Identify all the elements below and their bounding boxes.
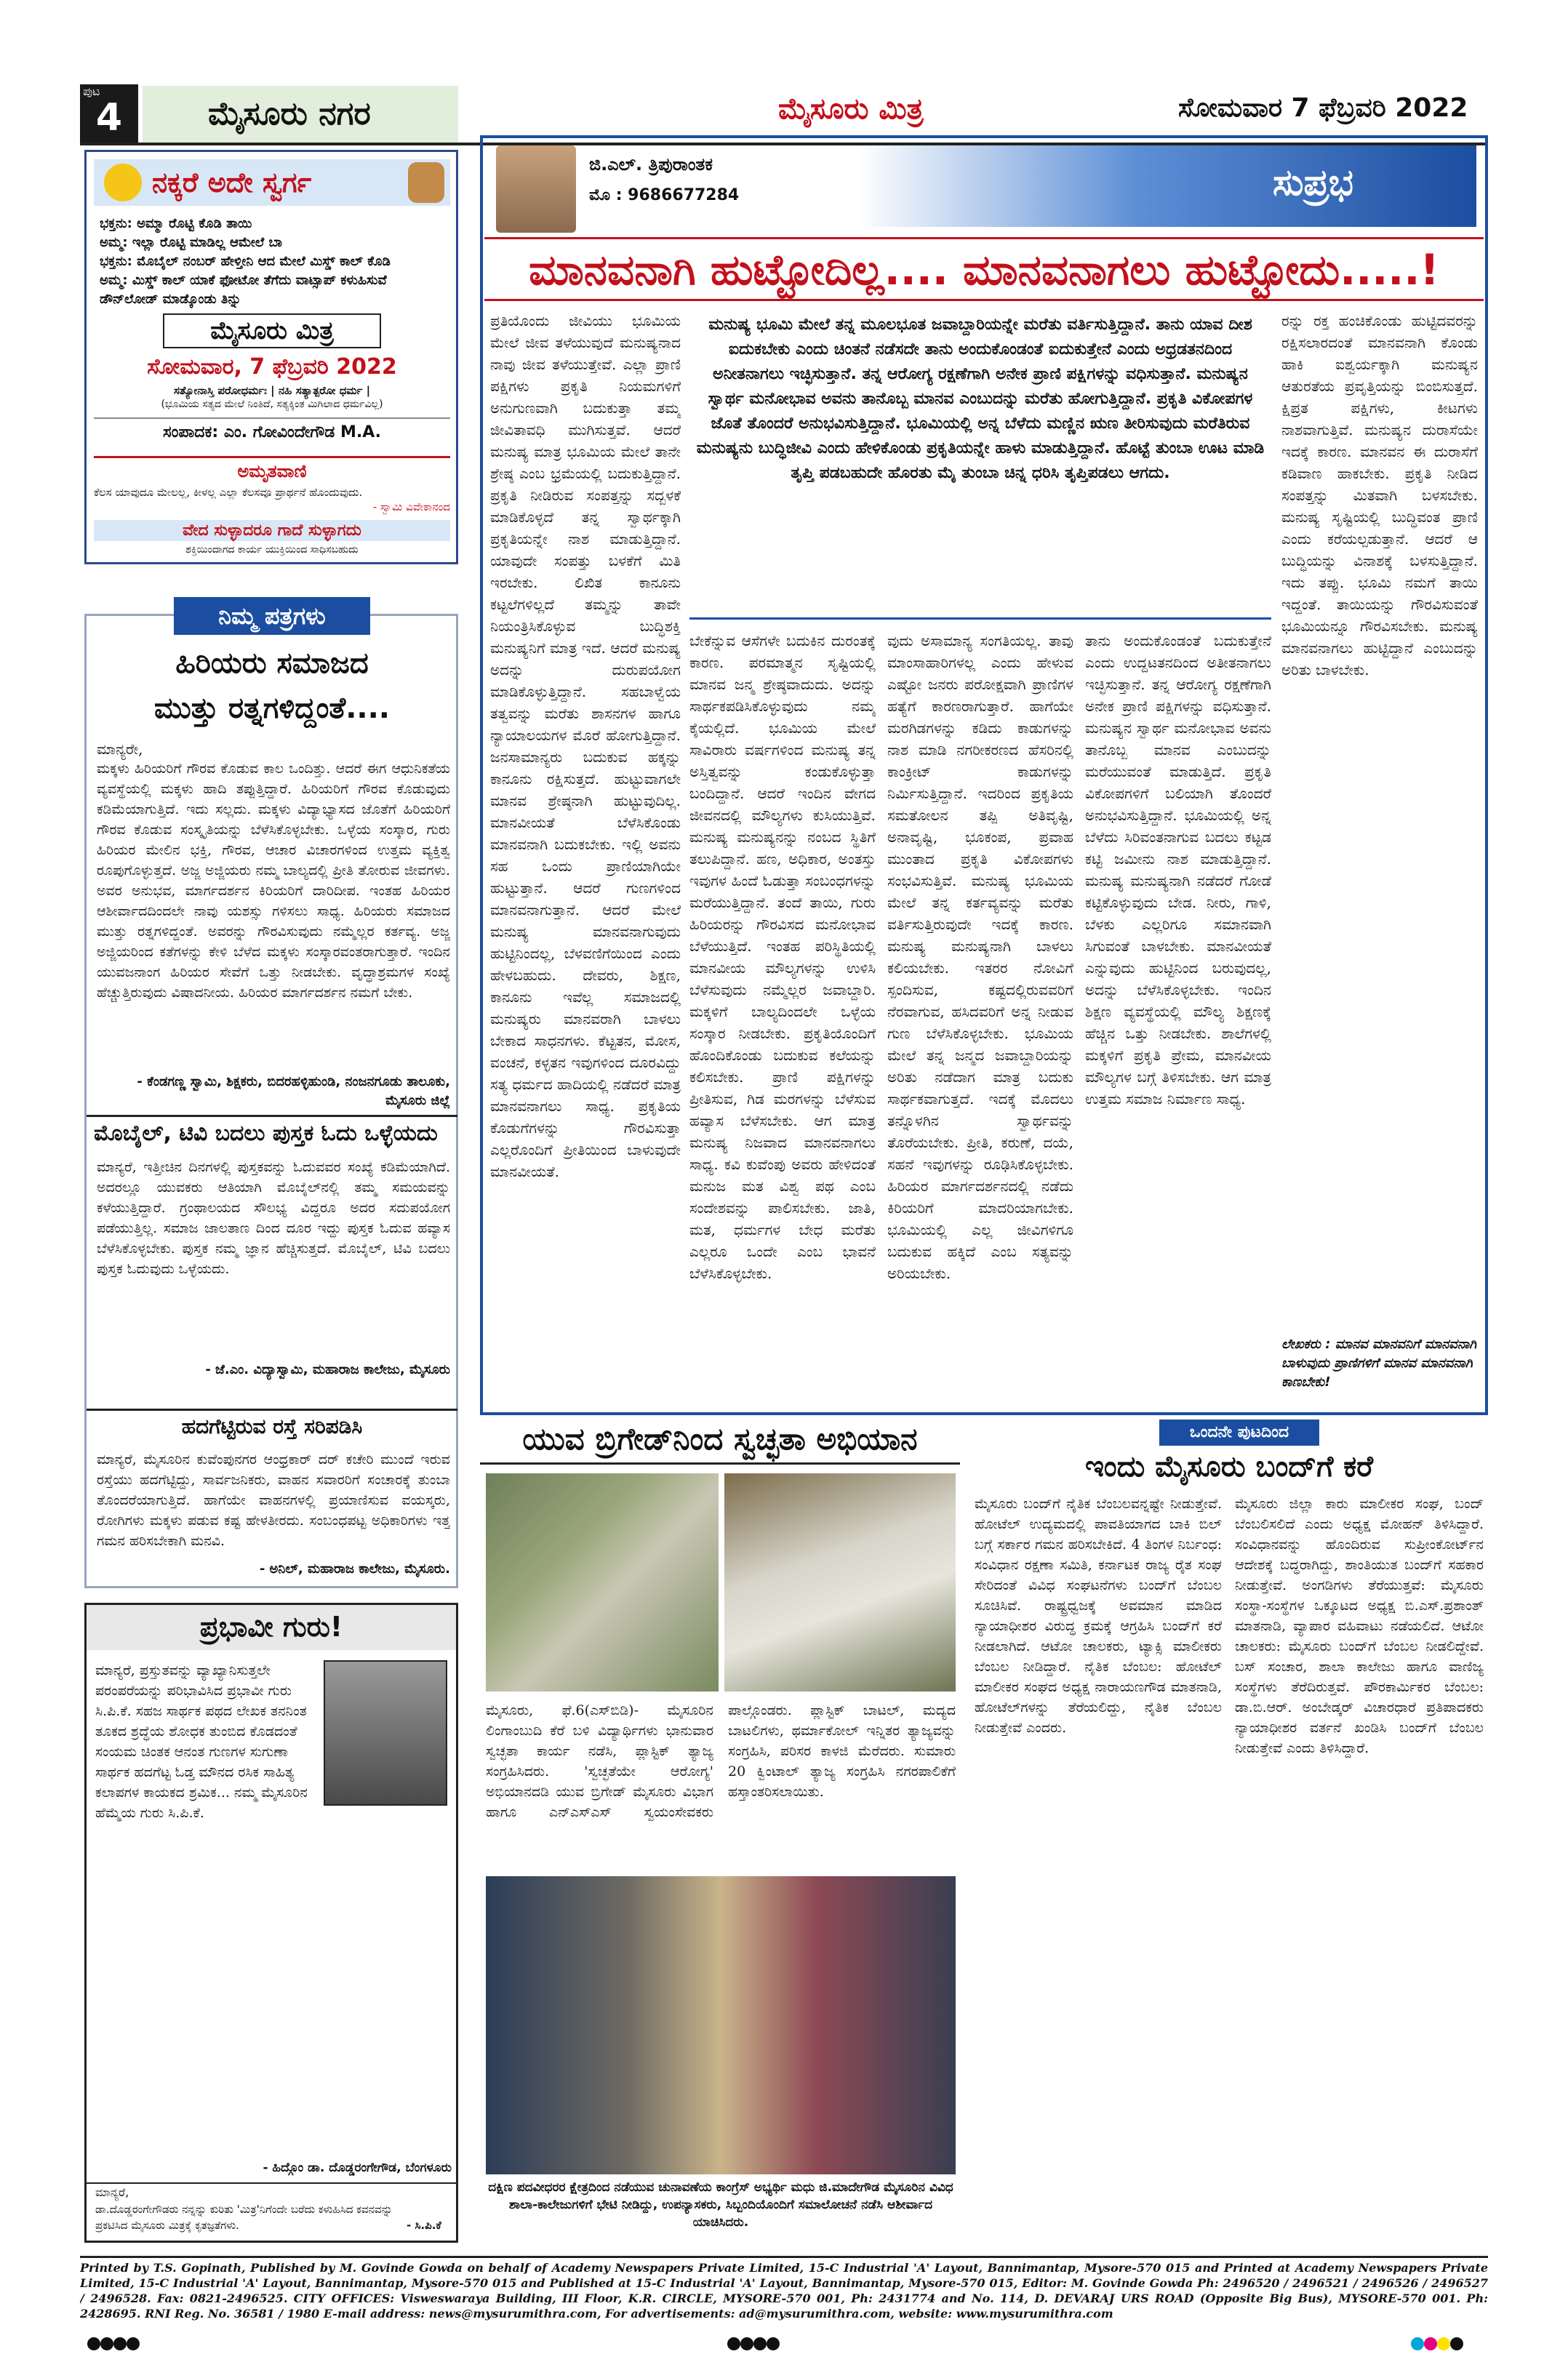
masthead-box-tagline2: (ಭೂಮಿಯ ಸತ್ಯದ ಮೇಲೆ ನಿಂತಿದೆ, ಸತ್ಯಕ್ಕಿಂತ ಮಿಗಿಲಾದ ಧರ್ಮವಿಲ್ಲ) xyxy=(161,399,383,410)
road-headline: ಹದಗೆಟ್ಟಿರುವ ರಸ್ತೆ ಸರಿಪಡಿಸಿ xyxy=(181,1414,363,1438)
column-body-col2: ಬೇಕೆನ್ನುವ ಆಸೆಗಳೇ ಬದುಕಿನ ದುರಂತಕ್ಕೆ ಕಾರಣ. ಪರಮಾತ್ಮನ ಸೃಷ್ಟಿಯಲ್ಲಿ ಮಾನವ ಜನ್ಮ ಶ್ರೇಷ್ಠವಾದುದು. ಅದನ್ನು ಸಾರ್ಥಕಪಡಿಸಿಕೊಳ್ಳುವುದು ನಮ್ಮ ಕೈಯಲ್ಲಿದೆ. ಭೂಮಿಯ ಮೇಲೆ ಸಾವಿರಾರು ವರ್ಷಗಳಿಂದ ಮನುಷ್ಯ ತನ್ನ ಅಸ್ತಿತ್ವವನ್ನು ಕಂಡುಕೊಳ್ಳುತ್ತಾ ಬಂದಿದ್ದಾನೆ. ಆದರೆ ಇಂದಿನ ವೇಗದ ಜೀವನದಲ್ಲಿ ಮೌಲ್ಯಗಳು ಕುಸಿಯುತ್ತಿವೆ. ಮನುಷ್ಯ ಮನುಷ್ಯನನ್ನು ನಂಬದ ಸ್ಥಿತಿಗೆ ತಲುಪಿದ್ದಾನೆ. ಹಣ, ಅಧಿಕಾರ, ಅಂತಸ್ತು ಇವುಗಳ ಹಿಂದೆ ಓಡುತ್ತಾ ಸಂಬಂಧಗಳನ್ನು ಮರೆಯುತ್ತಿದ್ದಾನೆ. ತಂದೆ ತಾಯಿ, ಗುರು ಹಿರಿಯರನ್ನು ಗೌರವಿಸದ ಮನೋಭಾವ ಬೆಳೆಯುತ್ತಿದೆ. ಇಂತಹ ಪರಿಸ್ಥಿತಿಯಲ್ಲಿ ಮಾನವೀಯ ಮೌಲ್ಯಗಳನ್ನು ಉಳಿಸಿ ಬೆಳೆಸುವುದು ನಮ್ಮೆಲ್ಲರ ಜವಾಬ್ದಾರಿ. ಮಕ್ಕಳಿಗೆ ಬಾಲ್ಯದಿಂದಲೇ ಒಳ್ಳೆಯ ಸಂಸ್ಕಾರ ನೀಡಬೇಕು. ಪ್ರಕೃತಿಯೊಂದಿಗೆ ಹೊಂದಿಕೊಂಡು ಬದುಕುವ ಕಲೆಯನ್ನು ಕಲಿಸಬೇಕು. ಪ್ರಾಣಿ ಪಕ್ಷಿಗಳನ್ನು ಪ್ರೀತಿಸುವ, ಗಿಡ ಮರಗಳನ್ನು ಬೆಳೆಸುವ ಹವ್ಯಾಸ ಬೆಳೆಸಬೇಕು. ಆಗ ಮಾತ್ರ ಮನುಷ್ಯ ನಿಜವಾದ ಮಾನವನಾಗಲು ಸಾಧ್ಯ. ಕವಿ ಕುವೆಂಪು ಅವರು ಹೇಳಿದಂತೆ ಮನುಜ ಮತ ವಿಶ್ವ ಪಥ ಎಂಬ ಸಂದೇಶವನ್ನು ಪಾಲಿಸಬೇಕು. ಜಾತಿ, ಮತ, ಧರ್ಮಗಳ ಬೇಧ ಮರೆತು ಎಲ್ಲರೂ ಒಂದೇ ಎಂಬ ಭಾವನೆ ಬೆಳೆಸಿಕೊಳ್ಳಬೇಕು. xyxy=(689,632,876,1282)
youth-body: ಮೈಸೂರು, ಫೆ.6(ಎಸ್‌ಬಿಡಿ)- ಮೈಸೂರಿನ ಲಿಂಗಾಂಬುದಿ ಕೆರೆ ಬಳಿ ವಿದ್ಯಾರ್ಥಿಗಳು ಭಾನುವಾರ ಸ್ವಚ್ಛತಾ ಕಾರ್ಯ ನಡೆಸಿ, ಪ್ಲಾಸ್ಟಿಕ್ ತ್ಯಾಜ್ಯ ಸಂಗ್ರಹಿಸಿದರು. 'ಸ್ವಚ್ಛತೆಯೇ ಆರೋಗ್ಯ' ಅಭಿಯಾನದಡಿ ಯುವ ಬ್ರಿಗೇಡ್ ಮೈಸೂರು ವಿಭಾಗ ಹಾಗೂ ಎನ್‌ಎಸ್‌ಎಸ್ ಸ್ವಯಂಸೇವಕರು ಪಾಲ್ಗೊಂಡರು. ಪ್ಲಾಸ್ಟಿಕ್ ಬಾಟಲ್, ಮದ್ಯದ ಬಾಟಲಿಗಳು, ಥರ್ಮಾಕೋಲ್ ಇನ್ನಿತರ ತ್ಯಾಜ್ಯವನ್ನು ಸಂಗ್ರಹಿಸಿ, ಪರಿಸರ ಕಾಳಜಿ ಮೆರೆದರು. ಸುಮಾರು 20 ಕ್ವಿಂಟಾಲ್ ತ್ಯಾಜ್ಯ ಸಂಗ್ರಹಿಸಿ ನಗರಪಾಲಿಕೆಗೆ ಹಸ್ತಾಂತರಿಸಲಾಯಿತು. xyxy=(486,1702,956,1820)
letters-salutation: ಮಾನ್ಯರೇ, xyxy=(97,740,143,758)
masthead-box-editor: ಸಂಪಾದಕ: ಎಂ. ಗೋವಿಂದೇಗೌಡ M.A. xyxy=(94,417,450,441)
column-pullquote: ಮನುಷ್ಯ ಭೂಮಿ ಮೇಲೆ ತನ್ನ ಮೂಲಭೂತ ಜವಾಬ್ದಾರಿಯನ್ನೇ ಮರೆತು ವರ್ತಿಸುತ್ತಿದ್ದಾನೆ. ತಾನು ಯಾವ ದೀಶ ಐದುಕಬೇಕು ಎಂದು ಚಿಂತನೆ ನಡೆಸದೇ ತಾನು ಅಂದುಕೊಂಡಂತೆ ಐದುಕುತ್ತೇನೆ ಎಂದು ಅಧ್ರಡತನದಿಂದ ಅನೀತನಾಗಲು ಇಚ್ಛಿಸುತ್ತಾನೆ. ತನ್ನ ಆರೋಗ್ಯ ರಕ್ಷಣೆಗಾಗಿ ಅನೇಕ ಪ್ರಾಣಿ ಪಕ್ಷಿಗಳನ್ನು ವಧಿಸುತ್ತಾನೆ. ಮನುಷ್ಯನ ಸ್ವಾರ್ಥ ಮನೋಭಾವ ಅವನು ತಾನೊಬ್ಬ ಮಾನವ ಎಂಬುದನ್ನು ಮರೆತು ಹೋಗುತ್ತಿದ್ದಾನೆ. ಪ್ರಕೃತಿ ವಿಕೋಪಗಳ ಜೊತೆ ತೊಂದರೆ ಅನುಭವಿಸುತ್ತಿದ್ದಾನೆ. ಭೂಮಿಯಲ್ಲಿ ಅನ್ನ ಬೆಳೆದು ಮಣ್ಣಿನ ಋಣ ತೀರಿಸುವುದು ಮರೆತಿರುವ ಮನುಷ್ಯನು ಬುದ್ಧಿಜೀವಿ ಎಂದು ಹೇಳಿಕೊಂಡು ಪ್ರಕೃತಿಯನ್ನೇ ಹಾಳು ಮಾಡುತ್ತಿದ್ದಾನೆ. ಹೊಟ್ಟೆ ತುಂಬಾ ಊಟ ಮಾಡಿ ತೃಪ್ತಿ ಪಡಬಹುದೇ ಹೊರತು ಮೈ ತುಂಬಾ ಚಿನ್ನ ಧರಿಸಿ ತೃಪ್ತಿಪಡಲು ಆಗದು. xyxy=(696,316,1265,482)
joke-title-banner xyxy=(94,159,450,206)
letters-headline1: ಹಿರಿಯರು ಸಮಾಜದ xyxy=(175,646,369,680)
letters-signature1: - ಕೆಂಡಗಣ್ಣ ಸ್ವಾಮಿ, ಶಿಕ್ಷಕರು, ಬಿದರಹಳ್ಳಿಹುಂಡಿ, ನಂಜನಗೂಡು ತಾಲೂಕು, ಮೈಸೂರು ಜಿಲ್ಲೆ xyxy=(137,1074,450,1108)
page-number: 4 xyxy=(95,96,123,140)
youth-headline: ಯುವ ಬ್ರಿಗೇಡ್‌ನಿಂದ ಸ್ವಚ್ಛತಾ ಅಭಿಯಾನ xyxy=(480,1421,960,1465)
header-date: ಸೋಮವಾರ 7 ಫೆಬ್ರವರಿ 2022 xyxy=(1178,93,1468,123)
joke-line: ಭಕ್ತನು: ಮೊಬೈಲ್ ನಂಬರ್ ಹೇಳ್ತೀನಿ ಆದ ಮೇಲೆ ಮಿಸ್ಡ್ ಕಾಲ್ ಕೊಡಿ xyxy=(100,254,391,269)
masthead-box-tagline: ಸತ್ಯೋನಾಸ್ತಿ ಪರೋಧರ್ಮಃ | ನಹಿ ಸತ್ಯಾತ್ಪರೋ ಧರ್ಮ | xyxy=(173,384,371,397)
bandh-article xyxy=(970,1418,1488,2254)
guru-divider xyxy=(87,2182,456,2184)
masthead-box-date: ಸೋಮವಾರ, 7 ಫೆಬ್ರವರಿ 2022 xyxy=(147,354,397,380)
column-body-col3: ವುದು ಅಸಾಮಾನ್ಯ ಸಂಗತಿಯಲ್ಲ. ತಾವು ಮಾಂಸಾಹಾರಿಗಳಲ್ಲ ಎಂದು ಹೇಳುವ ಎಷ್ಟೋ ಜನರು ಪರೋಕ್ಷವಾಗಿ ಪ್ರಾಣಿಗಳ ಹತ್ಯೆಗೆ ಕಾರಣರಾಗುತ್ತಾರೆ. ಹಾಗೆಯೇ ಮರಗಿಡಗಳನ್ನು ಕಡಿದು ಕಾಡುಗಳನ್ನು ನಾಶ ಮಾಡಿ ನಗರೀಕರಣದ ಹೆಸರಿನಲ್ಲಿ ಕಾಂಕ್ರೀಟ್ ಕಾಡುಗಳನ್ನು ನಿರ್ಮಿಸುತ್ತಿದ್ದಾನೆ. ಇದರಿಂದ ಪ್ರಕೃತಿಯ ಸಮತೋಲನ ತಪ್ಪಿ ಅತಿವೃಷ್ಟಿ, ಅನಾವೃಷ್ಟಿ, ಭೂಕಂಪ, ಪ್ರವಾಹ ಮುಂತಾದ ಪ್ರಕೃತಿ ವಿಕೋಪಗಳು ಸಂಭವಿಸುತ್ತಿವೆ. ಮನುಷ್ಯ ಭೂಮಿಯ ಮೇಲೆ ತನ್ನ ಕರ್ತವ್ಯವನ್ನು ಮರೆತು ವರ್ತಿಸುತ್ತಿರುವುದೇ ಇದಕ್ಕೆ ಕಾರಣ. ಮನುಷ್ಯ ಮನುಷ್ಯನಾಗಿ ಬಾಳಲು ಕಲಿಯಬೇಕು. ಇತರರ ನೋವಿಗೆ ಸ್ಪಂದಿಸುವ, ಕಷ್ಟದಲ್ಲಿರುವವರಿಗೆ ನೆರವಾಗುವ, ಹಸಿದವರಿಗೆ ಅನ್ನ ನೀಡುವ ಗುಣ ಬೆಳೆಸಿಕೊಳ್ಳಬೇಕು. ಭೂಮಿಯ ಮೇಲೆ ತನ್ನ ಜನ್ಮದ ಜವಾಬ್ದಾರಿಯನ್ನು ಅರಿತು ನಡೆದಾಗ ಮಾತ್ರ ಬದುಕು ಸಾರ್ಥಕವಾಗುತ್ತದೆ. ಇದಕ್ಕೆ ಮೊದಲು ತನ್ನೊಳಗಿನ ಸ್ವಾರ್ಥವನ್ನು ತೊರೆಯಬೇಕು. ಪ್ರೀತಿ, ಕರುಣೆ, ದಯೆ, ಸಹನೆ ಇವುಗಳನ್ನು ರೂಢಿಸಿಕೊಳ್ಳಬೇಕು. ಹಿರಿಯರ ಮಾರ್ಗದರ್ಶನದಲ್ಲಿ ನಡೆದು ಕಿರಿಯರಿಗೆ ಮಾದರಿಯಾಗಬೇಕು. ಭೂಮಿಯಲ್ಲಿ ಎಲ್ಲ ಜೀವಿಗಳಿಗೂ ಬದುಕುವ ಹಕ್ಕಿದೆ ಎಂಬ ಸತ್ಯವನ್ನು ಅರಿಯಬೇಕು. xyxy=(887,632,1073,1282)
column-phone: ಮೊ : 9686677284 xyxy=(589,186,740,204)
column-body-col1: ಪ್ರತಿಯೊಂದು ಜೀವಿಯು ಭೂಮಿಯ ಮೇಲೆ ಜೀವ ತಳೆಯುವುದೆ ಮನುಷ್ಯನಾದ ನಾವು ಜೀವ ತಳೆಯುತ್ತೇವೆ. ಎಲ್ಲಾ ಪ್ರಾಣಿ ಪಕ್ಷಿಗಳು ಪ್ರಕೃತಿ ನಿಯಮಗಳಿಗೆ ಅನುಗುಣವಾಗಿ ಬದುಕುತ್ತಾ ತಮ್ಮ ಜೀವಿತಾವಧಿ ಮುಗಿಸುತ್ತವೆ. ಆದರೆ ಮನುಷ್ಯ ಮಾತ್ರ ಭೂಮಿಯ ಮೇಲೆ ತಾನೇ ಶ್ರೇಷ್ಠ ಎಂಬ ಭ್ರಮೆಯಲ್ಲಿ ಬದುಕುತ್ತಿದ್ದಾನೆ. ಪ್ರಕೃತಿ ನೀಡಿರುವ ಸಂಪತ್ತನ್ನು ಸದ್ಬಳಕೆ ಮಾಡಿಕೊಳ್ಳದೆ ತನ್ನ ಸ್ವಾರ್ಥಕ್ಕಾಗಿ ಪ್ರಕೃತಿಯನ್ನೇ ನಾಶ ಮಾಡುತ್ತಿದ್ದಾನೆ. ಯಾವುದೇ ಸಂಪತ್ತು ಬಳಕೆಗೆ ಮಿತಿ ಇರಬೇಕು. ಲಿಖಿತ ಕಾನೂನು ಕಟ್ಟಲೆಗಳಿಲ್ಲದೆ ತಮ್ಮನ್ನು ತಾವೇ ನಿಯಂತ್ರಿಸಿಕೊಳ್ಳುವ ಬುದ್ಧಿಶಕ್ತಿ ಮನುಷ್ಯನಿಗೆ ಮಾತ್ರ ಇದೆ. ಆದರೆ ಮನುಷ್ಯ ಅದನ್ನು ದುರುಪಯೋಗ ಮಾಡಿಕೊಳ್ಳುತ್ತಿದ್ದಾನೆ. ಸಹಬಾಳ್ವೆಯ ತತ್ವವನ್ನು ಮರೆತು ಶಾಸನಗಳ ಹಾಗೂ ನ್ಯಾಯಾಲಯಗಳ ಮೊರೆ ಹೋಗುತ್ತಿದ್ದಾನೆ. ಜನಸಾಮಾನ್ಯರು ಬದುಕುವ ಹಕ್ಕನ್ನು ಕಾನೂನು ರಕ್ಷಿಸುತ್ತದೆ. ಹುಟ್ಟುವಾಗಲೇ ಮಾನವ ಶ್ರೇಷ್ಠನಾಗಿ ಹುಟ್ಟುವುದಿಲ್ಲ. ಮಾನವೀಯತೆ ಬೆಳೆಸಿಕೊಂಡು ಮಾನವನಾಗಿ ಬದುಕಬೇಕು. ಇಲ್ಲಿ ಅವನು ಸಹ ಒಂದು ಪ್ರಾಣಿಯಾಗಿಯೇ ಹುಟ್ಟುತ್ತಾನೆ. ಆದರೆ ಗುಣಗಳಿಂದ ಮಾನವನಾಗುತ್ತಾನೆ. ಆದರೆ ಮೇಲೆ ಮನುಷ್ಯ ಮಾನವನಾಗುವುದು ಹುಟ್ಟಿನಿಂದಲ್ಲ, ಬೆಳವಣಿಗೆಯಿಂದ ಎಂದು ಹೇಳಬಹುದು. ದೇವರು, ಶಿಕ್ಷಣ, ಕಾನೂನು ಇವೆಲ್ಲ ಸಮಾಜದಲ್ಲಿ ಮನುಷ್ಯರು ಮಾನವರಾಗಿ ಬಾಳಲು ಬೇಕಾದ ಸಾಧನಗಳು. ಕೆಟ್ಟತನ, ಮೋಸ, ವಂಚನೆ, ಕಳ್ಳತನ ಇವುಗಳಿಂದ ದೂರವಿದ್ದು ಸತ್ಯ ಧರ್ಮದ ಹಾದಿಯಲ್ಲಿ ನಡೆದರೆ ಮಾತ್ರ ಮಾನವನಾಗಲು ಸಾಧ್ಯ. ಪ್ರಕೃತಿಯ ಕೊಡುಗೆಗಳನ್ನು ಗೌರವಿಸುತ್ತಾ ಎಲ್ಲರೊಂದಿಗೆ ಪ್ರೀತಿಯಿಂದ ಬಾಳುವುದೇ ಮಾನವೀಯತೆ. xyxy=(490,312,681,1180)
cleanup-photo-left xyxy=(486,1473,719,1692)
column-author: ಜಿ.ಎಲ್. ತ್ರಿಪುರಾಂತಕ xyxy=(589,154,713,175)
guru-note-sign: - ಸಿ.ಪಿ.ಕೆ xyxy=(407,2219,441,2232)
masthead-box xyxy=(94,313,450,441)
vedaverse-title: ವೇದ ಸುಳ್ಳಾದರೂ ಗಾದೆ ಸುಳ್ಳಾಗದು xyxy=(94,520,450,541)
cleanup-photo-right xyxy=(724,1473,956,1692)
guru-box xyxy=(84,1603,458,2243)
section-name: ಮೈಸೂರು ನಗರ xyxy=(143,86,458,143)
column-name-banner xyxy=(858,145,1476,227)
registration-dots-left xyxy=(87,2337,160,2352)
visit-caption: ದಕ್ಷಿಣ ಪದವೀಧರರ ಕ್ಷೇತ್ರದಿಂದ ನಡೆಯುವ ಚುನಾವಣೆಯ ಕಾಂಗ್ರೆಸ್ ಅಭ್ಯರ್ಥಿ ಮಧು ಜಿ.ಮಾದೇಗೌಡ ಮೈಸೂರಿನ ವಿವಿಧ ಶಾಲಾ-ಕಾಲೇಜುಗಳಿಗೆ ಭೇಟಿ ನೀಡಿದ್ದು, ಉಪನ್ಯಾಸಕರು, ಸಿಬ್ಬಂದಿಯೊಂದಿಗೆ ಸಮಾಲೋಚನೆ ನಡೆಸಿ ಆಶೀರ್ವಾದ ಯಾಚಿಸಿದರು. xyxy=(488,2180,953,2230)
bandh-body-b: ಮೈಸೂರು ಜಿಲ್ಲಾ ಕಾರು ಮಾಲೀಕರ ಸಂಘ, ಬಂದ್ ಬೆಂಬಲಿಸಲಿದೆ ಎಂದು ಅಧ್ಯಕ್ಷ ಮೋಹನ್ ತಿಳಿಸಿದ್ದಾರೆ. ಸಂವಿಧಾನವನ್ನು ಹೊಂದಿರುವ ಸುಪ್ರೀಂಕೋರ್ಟ್‌ನ ಆದೇಶಕ್ಕೆ ಬದ್ಧರಾಗಿದ್ದು, ಶಾಂತಿಯುತ ಬಂದ್‌ಗೆ ಸಹಕಾರ ನೀಡುತ್ತೇವೆ. ಅಂಗಡಿಗಳು ತೆರೆಯುತ್ತವೆ: ಮೈಸೂರು ಸಂಸ್ಥಾ-ಸಂಸ್ಥೆಗಳ ಒಕ್ಕೂಟದ ಅಧ್ಯಕ್ಷ ಬಿ.ಎಸ್.ಪ್ರಶಾಂತ್ ಮಾತನಾಡಿ, ವ್ಯಾಪಾರ ವಹಿವಾಟು ನಡೆಯಲಿದೆ. ಆಟೋ ಚಾಲಕರು: ಮೈಸೂರು ಬಂದ್‌ಗೆ ಬೆಂಬಲ ನೀಡಲಿದ್ದೇವೆ. ಬಸ್ ಸಂಚಾರ, ಶಾಲಾ ಕಾಲೇಜು ಹಾಗೂ ವಾಣಿಜ್ಯ ಸಂಸ್ಥೆಗಳು ತೆರೆದಿರುತ್ತವೆ. ಪೌರಕಾರ್ಮಿಕರ ಬೆಂಬಲ: ಡಾ.ಬಿ.ಆರ್. ಅಂಬೇಡ್ಕರ್ ವಿಚಾರಧಾರೆ ಪ್ರತಿಪಾದಕರು ನ್ಯಾಯಾಧೀಶರ ವರ್ತನೆ ಖಂಡಿಸಿ ಬಂದ್‌ಗೆ ಬೆಂಬಲ ನೀಡುತ್ತೇವೆ ಎಂದು ತಿಳಿಸಿದ್ದಾರೆ. xyxy=(1235,1496,1484,1756)
guru-portrait xyxy=(324,1660,447,1806)
left-column xyxy=(80,148,465,2254)
letters-body: ಮಕ್ಕಳು ಹಿರಿಯರಿಗೆ ಗೌರವ ಕೊಡುವ ಕಾಲ ಒಂದಿತ್ತು. ಆದರೆ ಈಗ ಆಧುನಿಕತೆಯ ವ್ಯವಸ್ಥೆಯಲ್ಲಿ ಮಕ್ಕಳು ಹಾದಿ ತಪ್ಪುತ್ತಿದ್ದಾರೆ. ಹಿರಿಯರಿಗೆ ಗೌರವ ಕೊಡುವುದು ಕಡಿಮೆಯಾಗುತ್ತಿದೆ. ಇದು ಸಲ್ಲದು. ಮಕ್ಕಳು ವಿದ್ಯಾಭ್ಯಾಸದ ಜೊತೆಗೆ ಹಿರಿಯರಿಗೆ ಗೌರವ ಕೊಡುವ ಸಂಸ್ಕೃತಿಯನ್ನು ಬೆಳೆಸಿಕೊಳ್ಳಬೇಕು. ಒಳ್ಳೆಯ ಸಂಸ್ಕಾರ, ಗುರು ಹಿರಿಯರ ಮೇಲಿನ ಭಕ್ತಿ, ಗೌರವ, ಆಚಾರ ವಿಚಾರಗಳಿಂದ ಉತ್ತಮ ವ್ಯಕ್ತಿತ್ವ ರೂಪುಗೊಳ್ಳುತ್ತದೆ. ಅಜ್ಜ ಅಜ್ಜಿಯರು ನಮ್ಮ ಬಾಲ್ಯದಲ್ಲಿ ಪ್ರೀತಿ ತೋರುವ ಜೀವಗಳು. ಅವರ ಅನುಭವ, ಮಾರ್ಗದರ್ಶನ ಕಿರಿಯರಿಗೆ ದಾರಿದೀಪ. ಇಂತಹ ಹಿರಿಯರ ಆಶೀರ್ವಾದದಿಂದಲೇ ನಾವು ಯಶಸ್ಸು ಗಳಿಸಲು ಸಾಧ್ಯ. ಹಿರಿಯರು ಸಮಾಜದ ಮುತ್ತು ರತ್ನಗಳಿದ್ದಂತೆ. ಅವರನ್ನು ಗೌರವಿಸುವುದು ನಮ್ಮೆಲ್ಲರ ಕರ್ತವ್ಯ. ಅಜ್ಜ ಅಜ್ಜಿಯರಿಂದ ಕತೆಗಳನ್ನು ಕೇಳಿ ಬೆಳೆದ ಮಕ್ಕಳು ಸಂಸ್ಕಾರವಂತರಾಗುತ್ತಾರೆ. ಇಂದಿನ ಯುವಜನಾಂಗ ಹಿರಿಯರ ಸೇವೆಗೆ ಒತ್ತು ನೀಡಬೇಕು. ವೃದ್ಧಾಶ್ರಮಗಳ ಸಂಖ್ಯೆ ಹೆಚ್ಚುತ್ತಿರುವುದು ವಿಷಾದನೀಯ. ಹಿರಿಯರ ಮಾರ್ಗದರ್ಶನ ನಮಗೆ ಬೇಕು. xyxy=(97,761,450,1001)
column-name: ಸುಪ್ರಭ xyxy=(1273,161,1353,204)
registration-dots-right xyxy=(1411,2337,1484,2352)
letters-section xyxy=(84,602,458,1588)
guru-title: ಪ್ರಭಾವೀ ಗುರು! xyxy=(199,1611,343,1643)
registration-dots-center xyxy=(727,2337,800,2352)
letters-signature3: - ಅನಿಲ್, ಮಹಾರಾಜ ಕಾಲೇಜು, ಮೈಸೂರು. xyxy=(259,1561,450,1577)
column-body-col4: ತಾನು ಅಂದುಕೊಂಡಂತೆ ಬದುಕುತ್ತೇನೆ ಎಂದು ಉದ್ದಟತನದಿಂದ ಅತೀತನಾಗಲು ಇಚ್ಛಿಸುತ್ತಾನೆ. ತನ್ನ ಆರೋಗ್ಯ ರಕ್ಷಣೆಗಾಗಿ ಅನೇಕ ಪ್ರಾಣಿ ಪಕ್ಷಿಗಳನ್ನು ವಧಿಸುತ್ತಾನೆ. ಮನುಷ್ಯನ ಸ್ವಾರ್ಥ ಮನೋಭಾವ ಅವನು ತಾನೊಬ್ಬ ಮಾನವ ಎಂಬುದನ್ನು ಮರೆಯುವಂತೆ ಮಾಡುತ್ತಿದೆ. ಪ್ರಕೃತಿ ವಿಕೋಪಗಳಿಗೆ ಬಲಿಯಾಗಿ ತೊಂದರೆ ಅನುಭವಿಸುತ್ತಿದ್ದಾನೆ. ಭೂಮಿಯಲ್ಲಿ ಅನ್ನ ಬೆಳೆದು ಸಿರಿವಂತನಾಗುವ ಬದಲು ಕಟ್ಟಡ ಕಟ್ಟಿ ಜಮೀನು ನಾಶ ಮಾಡುತ್ತಿದ್ದಾನೆ. ಮನುಷ್ಯ ಮನುಷ್ಯನಾಗಿ ನಡೆದರೆ ಗೋಡೆ ಕಟ್ಟಿಕೊಳ್ಳುವುದು ಬೇಡ. ನೀರು, ಗಾಳಿ, ಬೆಳಕು ಎಲ್ಲರಿಗೂ ಸಮಾನವಾಗಿ ಸಿಗುವಂತೆ ಬಾಳಬೇಕು. ಮಾನವೀಯತೆ ಎನ್ನುವುದು ಹುಟ್ಟಿನಿಂದ ಬರುವುದಲ್ಲ, ಅದನ್ನು ಬೆಳೆಸಿಕೊಳ್ಳಬೇಕು. ಇಂದಿನ ಶಿಕ್ಷಣ ವ್ಯವಸ್ಥೆಯಲ್ಲಿ ಮೌಲ್ಯ ಶಿಕ್ಷಣಕ್ಕೆ ಹೆಚ್ಚಿನ ಒತ್ತು ನೀಡಬೇಕು. ಶಾಲೆಗಳಲ್ಲಿ ಮಕ್ಕಳಿಗೆ ಪ್ರಕೃತಿ ಪ್ರೇಮ, ಮಾನವೀಯ ಮೌಲ್ಯಗಳ ಬಗ್ಗೆ ತಿಳಿಸಬೇಕು. ಆಗ ಮಾತ್ರ ಉತ್ತಮ ಸಮಾಜ ನಿರ್ಮಾಣ ಸಾಧ್ಯ. xyxy=(1085,632,1271,1108)
masthead-box-name: ಮೈಸೂರು ಮಿತ್ರ xyxy=(163,313,381,348)
masthead-name: ಮೈಸೂರು ಮಿತ್ರ xyxy=(778,92,924,126)
guru-note: ಡಾ.ದೊಡ್ಡರಂಗೇಗೌಡರು ನನ್ನನ್ನು ಕುರಿತು 'ಮಿತ್ರ'ನಿಗೆಂದೇ ಬರೆದು ಕಳುಹಿಸಿದ ಕವನವನ್ನು ಪ್ರಕಟಿಸಿದ ಮೈಸೂರು ಮಿತ್ರಕ್ಕೆ ಕೃತಜ್ಞತೆಗಳು. xyxy=(95,2203,393,2232)
footer-rule xyxy=(80,2256,1488,2258)
column-footnote: ಲೇಖಕರು : ಮಾನವ ಮಾನವನಿಗೆ ಮಾನವನಾಗಿ ಬಾಳುವುದು ಪ್ರಾಣಿಗಳಿಗೆ ಮಾನವ ಮಾನವನಾಗಿ ಕಾಣಬೇಕು! xyxy=(1281,1337,1477,1390)
joke-title: ನಕ್ಕರೆ ಅದೇ ಸ್ವರ್ಗ xyxy=(152,167,312,199)
letters-divider xyxy=(87,1409,457,1411)
joke-line: ಅಮ್ಮ: ಇಲ್ಲಾ ರೊಟ್ಟಿ ಮಾಡಿಲ್ಲ ಆಮೇಲೆ ಬಾ xyxy=(100,235,283,250)
letters-signature2: - ಜೆ.ಎಂ. ವಿದ್ಯಾಸ್ವಾಮಿ, ಮಹಾರಾಜ ಕಾಲೇಜು, ಮೈಸೂರು xyxy=(205,1362,450,1377)
joke-line: ಅಮ್ಮ: ಮಿಸ್ಡ್ ಕಾಲ್ ಯಾಕೆ ಫೋಟೋ ತೆಗೆದು ವಾಟ್ಸಾಪ್ ಕಳುಹಿಸುವೆ ಡೌನ್‌ಲೋಡ್ ಮಾಡ್ಕೊಂಡು ತಿನ್ನು xyxy=(100,273,387,307)
imprint: Printed by T.S. Gopinath, Published by M. Govinde Gowda on behalf of Academy Newspapers Private Limited, 15-C Industrial 'A' Layout, Bannimantap, Mysore-570 015 and Printed at Academy Newspapers Private Limited, 15-C Industrial 'A' Layout, Bannimantap, Mysore-570 015 and Published at 15-C Industrial 'A' Layout, Bannimantap, Mysore-570 015, Editor: M. Govinde Gowda Ph: 2496520 / 2496521 / 2496526 / 2496527 / 2496528. Fax: 0821-2496525. CITY OFFICES: Visweswaraya Building, III Floor, K.R. CIRCLE, MYSORE-570 001, Ph: 2431774 and No. 114, D. DEVARAJ URS ROAD (Opposite Big Bus), MYSORE-570 001. Ph: 2428695. RNI Reg. No. 36581 / 1980 E-mail address: news@mysurumithra.com, For advertisements: ad@mysurumithra.com, website: www.mysurumithra.com xyxy=(80,2261,1488,2321)
tv-body: ಮಾನ್ಯರೆ, ಇತ್ತೀಚಿನ ದಿನಗಳಲ್ಲಿ ಪುಸ್ತಕವನ್ನು ಓದುವವರ ಸಂಖ್ಯೆ ಕಡಿಮೆಯಾಗಿದೆ. ಅದರಲ್ಲೂ ಯುವಕರು ಆತಿಯಾಗಿ ಮೊಬೈಲ್‌ನಲ್ಲಿ ತಮ್ಮ ಸಮಯವನ್ನು ಕಳೆಯುತ್ತಿದ್ದಾರೆ. ಗ್ರಂಥಾಲಯದ ಸೌಲಭ್ಯ ವಿದ್ದರೂ ಅದರ ಸದುಪಯೋಗ ಪಡೆಯುತ್ತಿಲ್ಲ. ಸಮಾಜ ಜಾಲತಾಣ ದಿಂದ ದೂರ ಇದ್ದು ಪುಸ್ತಕ ಓದುವ ಹವ್ಯಾಸ ಬೆಳೆಸಿಕೊಳ್ಳಬೇಕು. ಪುಸ್ತಕ ನಮ್ಮ ಜ್ಞಾನ ಹೆಚ್ಚಿಸುತ್ತದೆ. ಮೊಬೈಲ್, ಟಿವಿ ಬದಲು ಪುಸ್ತಕ ಓದುವುದು ಒಳ್ಳೆಯದು. xyxy=(97,1159,450,1277)
column-headline: ಮಾನವನಾಗಿ ಹುಟ್ಟೋದಿಲ್ಲ.... ಮಾನವನಾಗಲು ಹುಟ್ಟೋದು.....! xyxy=(484,237,1484,301)
guru-body: ಮಾನ್ಯರೆ, ಪ್ರಸ್ತುತವನ್ನು ವ್ಯಾಖ್ಯಾನಿಸುತ್ತಲೇ ಪರಂಪರೆಯನ್ನು ಪರಿಭಾವಿಸಿದ ಪ್ರಭಾವೀ ಗುರು ಸಿ.ಪಿ.ಕೆ. ಸಹಜ ಸಾರ್ಥಕ ಪಥದ ಲೇಖಕ ತನನಿಂತ ತೂಕದ ಶ್ರದ್ಧೆಯ ಶೋಧಕ ತುಂಬಿದ ಕೊಡದಂತೆ ಸಂಯಮ ಚಿಂತಕ ಆನಂತ ಗುಣಗಳ ಸುಗುಣಾ ಸಾರ್ಥಕ ಹದಗೆಟ್ಟ ಓಡ್ತ ಮೌನದ ರಸಿಕ ಸಾಹಿತ್ಯ ಕಲಾಪಗಳ ಕಾಯಕದ ಶ್ರಮಿಕ... ನಮ್ಮ ಮೈಸೂರಿನ ಹೆಮ್ಮೆಯ ಗುರು ಸಿ.ಪಿ.ಕೆ. xyxy=(95,1662,308,1821)
amrutavani-text: ಕೆಲಸ ಯಾವುದೂ ಮೇಲಲ್ಲ, ಕೀಳಲ್ಲ ಎಲ್ಲಾ ಕೆಲಸವೂ ಪ್ರಾರ್ಥನೆ ಹೊಂದುವುದು. xyxy=(94,486,363,499)
visit-photo xyxy=(486,1876,956,2174)
column-article xyxy=(480,135,1488,1415)
cartoon-icon xyxy=(408,162,444,203)
letters-section-title: ನಿಮ್ಮ ಪತ್ರಗಳು xyxy=(174,597,370,635)
letters-divider xyxy=(87,1115,457,1117)
amrutavani-author: - ಸ್ವಾಮಿ ವಿವೇಕಾನಂದ xyxy=(372,500,450,513)
author-photo xyxy=(496,145,576,233)
page-label: ಪುಟ xyxy=(83,84,100,98)
vedaverse-text: ಶಕ್ತಿಯಿಂದಾಗದ ಕಾರ್ಯ ಯುಕ್ತಿಯಿಂದ ಸಾಧಿಸಬಹುದು xyxy=(185,544,359,556)
guru-signature: - ಹಿದ್ಗೊಂ ಡಾ. ದೊಡ್ಡರಂಗೇಗೌಡ, ಬೆಂಗಳೂರು xyxy=(263,2161,452,2175)
laugh-emoji-icon xyxy=(104,164,142,201)
joke-box xyxy=(84,150,458,564)
bandh-headline: ಇಂದು ಮೈಸೂರು ಬಂದ್‌ಗೆ ಕರೆ xyxy=(1084,1450,1374,1484)
guru-note-salutation: ಮಾನ್ಯರೆ, xyxy=(95,2185,129,2199)
joke-lines xyxy=(100,215,449,309)
joke-line: ಭಕ್ತನು: ಅಮ್ಮಾ ರೊಟ್ಟಿ ಕೊಡಿ ತಾಯಿ xyxy=(100,216,252,231)
header xyxy=(0,0,1568,145)
bandh-body-a: ಮೈಸೂರು ಬಂದ್‌ಗೆ ನೈತಿಕ ಬೆಂಬಲವನ್ನಷ್ಟೇ ನೀಡುತ್ತೇವೆ. ಹೋಟೆಲ್ ಉದ್ಯಮದಲ್ಲಿ ಪಾವತಿಯಾಗದ ಬಾಕಿ ಬಿಲ್ ಬಗ್ಗೆ ಸರ್ಕಾರ ಗಮನ ಹರಿಸಬೇಕಿದೆ. 4 ತಿಂಗಳ ನಿರ್ಬಂಧ: ಸಂವಿಧಾನ ರಕ್ಷಣಾ ಸಮಿತಿ, ಕರ್ನಾಟಕ ರಾಜ್ಯ ರೈತ ಸಂಘ ಸೇರಿದಂತೆ ವಿವಿಧ ಸಂಘಟನೆಗಳು ಬಂದ್‌ಗೆ ಬೆಂಬಲ ಸೂಚಿಸಿವೆ. ರಾಷ್ಟ್ರಧ್ವಜಕ್ಕೆ ಅವಮಾನ ಮಾಡಿದ ನ್ಯಾಯಾಧೀಶರ ವಿರುದ್ಧ ಕ್ರಮಕ್ಕೆ ಆಗ್ರಹಿಸಿ ಬಂದ್‌ಗೆ ಕರೆ ನೀಡಲಾಗಿದೆ. ಆಟೋ ಚಾಲಕರು, ಟ್ಯಾಕ್ಸಿ ಮಾಲೀಕರು ಬೆಂಬಲ ನೀಡಿದ್ದಾರೆ. ನೈತಿಕ ಬೆಂಬಲ: ಹೋಟೆಲ್ ಮಾಲೀಕರ ಸಂಘದ ಅಧ್ಯಕ್ಷ ನಾರಾಯಣಗೌಡ ಮಾತನಾಡಿ, ಹೋಟೆಲ್‌ಗಳನ್ನು ತೆರೆಯಲಿದ್ದು, ನೈತಿಕ ಬೆಂಬಲ ನೀಡುತ್ತೇವೆ ಎಂದರು. xyxy=(975,1496,1222,1736)
amrutavani xyxy=(94,456,450,513)
tv-headline: ಮೊಬೈಲ್, ಟಿವಿ ಬದಲು ಪುಸ್ತಕ ಓದು ಒಳ್ಳೆಯದು xyxy=(94,1121,438,1146)
vedaverse xyxy=(94,520,450,556)
column-body-col5: ರನ್ನು ರಕ್ತ ಹಂಚಿಕೊಂಡು ಹುಟ್ಟಿದವರನ್ನು ರಕ್ಷಿಸಲಾರದಂತೆ ಮಾನವನಾಗಿ ಕೊಂಡು ಹಾಕಿ ಐಶ್ವರ್ಯಕ್ಕಾಗಿ ಮನುಷ್ಯನ ಆತುರತೆಯ ಪ್ರವೃತ್ತಿಯನ್ನು ಬಿಂಬಿಸುತ್ತದೆ. ಕ್ಷಿಪ್ರತ ಪಕ್ಷಿಗಳು, ಕೀಟಗಳು ನಾಶವಾಗುತ್ತಿವೆ. ಮನುಷ್ಯನ ದುರಾಸೆಯೇ ಇದಕ್ಕೆ ಕಾರಣ. ಮಾನವನ ಈ ದುರಾಸೆಗೆ ಕಡಿವಾಣ ಹಾಕಬೇಕು. ಪ್ರಕೃತಿ ನೀಡಿದ ಸಂಪತ್ತನ್ನು ಮಿತವಾಗಿ ಬಳಸಬೇಕು. ಮನುಷ್ಯ ಸೃಷ್ಟಿಯಲ್ಲಿ ಬುದ್ಧಿವಂತ ಪ್ರಾಣಿ ಎಂದು ಕರೆಯಲ್ಪಡುತ್ತಾನೆ. ಆದರೆ ಆ ಬುದ್ಧಿಯನ್ನು ವಿನಾಶಕ್ಕೆ ಬಳಸುತ್ತಿದ್ದಾನೆ. ಇದು ತಪ್ಪು. ಭೂಮಿ ನಮಗೆ ತಾಯಿ ಇದ್ದಂತೆ. ತಾಯಿಯನ್ನು ಗೌರವಿಸುವಂತೆ ಭೂಮಿಯನ್ನೂ ಗೌರವಿಸಬೇಕು. ಮನುಷ್ಯ ಮಾನವನಾಗಲು ಹುಟ್ಟಿದ್ದಾನೆ ಎಂಬುದನ್ನು ಅರಿತು ಬಾಳಬೇಕು. xyxy=(1281,312,1478,678)
letters-headline2: ಮುತ್ತು ರತ್ನಗಳಿದ್ದಂತೆ.... xyxy=(154,692,390,725)
amrutavani-title: ಅಮೃತವಾಣಿ xyxy=(237,461,307,481)
road-body: ಮಾನ್ಯರೆ, ಮೈಸೂರಿನ ಕುವೆಂಪುನಗರ ಆಂಧ್ರಕಾರ್ ದರ್ ಕಚೇರಿ ಮುಂದೆ ಇರುವ ರಸ್ತೆಯು ಹದಗೆಟ್ಟಿದ್ದು, ಸಾರ್ವಜನಿಕರು, ವಾಹನ ಸವಾರರಿಗೆ ಸಂಚಾರಕ್ಕೆ ತುಂಬಾ ತೊಂದರೆಯಾಗುತ್ತಿದೆ. ಹಾಗೆಯೇ ವಾಹನಗಳಲ್ಲಿ ಪ್ರಯಾಣಿಸುವ ವಯಸ್ಕರು, ರೋಗಿಗಳು ಮಕ್ಕಳು ಪಡುವ ಕಷ್ಟ ಹೇಳತೀರದು. ಸಂಬಂಧಪಟ್ಟ ಅಧಿಕಾರಿಗಳು ಇತ್ತ ಗಮನ ಹರಿಸಬೇಕಾಗಿ ಮನವಿ. xyxy=(97,1452,450,1549)
bandh-label: ಒಂದನೇ ಪುಟದಿಂದ xyxy=(1159,1420,1319,1446)
